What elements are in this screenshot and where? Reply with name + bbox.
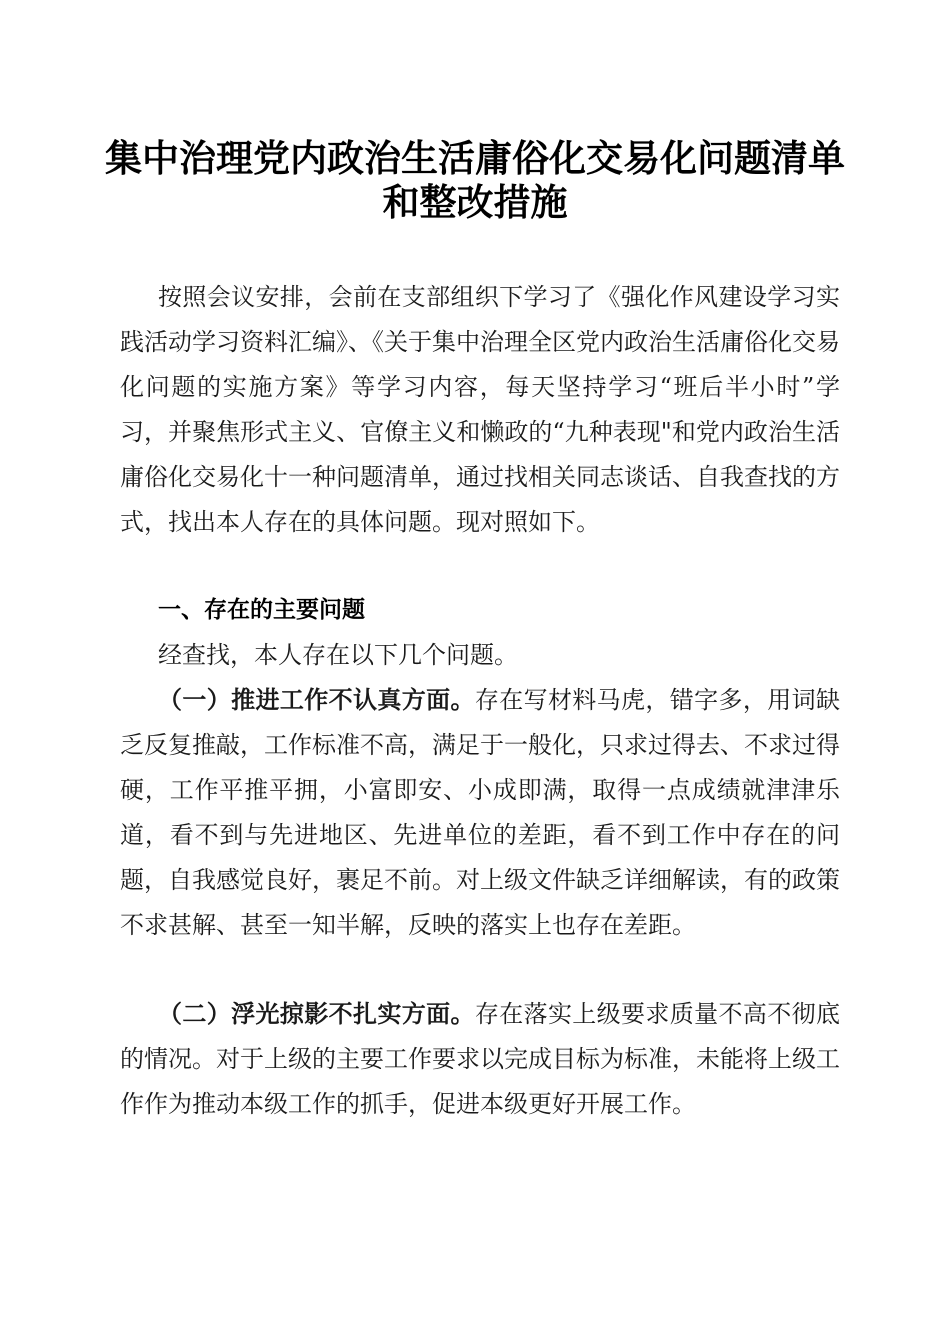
intro-paragraph: 按照会议安排，会前在支部组织下学习了《强化作风建设学习实践活动学习资料汇编》、《关于集中治理全区党内政治生活庸俗化交易化问题的实施方案》等学习内容，每天坚持学习“班后半小时”学习，并聚焦形式主义、官僚主义和懒政的“九种表现"和党内政治生活庸俗化交易化十一种问题清单，通过找相关同志谈话、自我查找的方式，找出本人存在的具体问题。现对照如下。	[120, 283, 840, 536]
problem-item-2	[120, 992, 840, 1127]
problem-item-2-text: 存在落实上级要求质量不高不彻底的情况。对于上级的主要工作要求以完成目标为标准，未能将上级工作作为推动本级工作的抓手，促进本级更好开展工作。	[120, 1000, 841, 1118]
document-title-line-2: 和整改措施	[382, 180, 568, 224]
problem-item-1-text: 存在写材料马虎，错字多，用词缺乏反复推敲，工作标准不高，满足于一般化，只求过得去、不求过得硬，工作平推平拥，小富即安、小成即满，取得一点成绩就津津乐道，看不到与先进地区、先进单位的差距，看不到工作中存在的问题，自我感觉良好，裹足不前。对上级文件缺乏详细解读，有的政策不求甚解、甚至一知半解，反映的落实上也存在差距。	[120, 686, 841, 939]
document-title-line-1: 集中治理党内政治生活庸俗化交易化问题清单	[105, 136, 845, 180]
problem-item-2-label: （二）浮光掠影不扎实方面。	[158, 1000, 475, 1028]
problem-item-1	[120, 678, 840, 948]
section-heading-main-problems: 一、存在的主要问题	[158, 597, 365, 623]
section-lead-paragraph: 经查找，本人存在以下几个问题。	[158, 641, 518, 669]
problem-item-1-label: （一）推进工作不认真方面。	[158, 686, 475, 714]
